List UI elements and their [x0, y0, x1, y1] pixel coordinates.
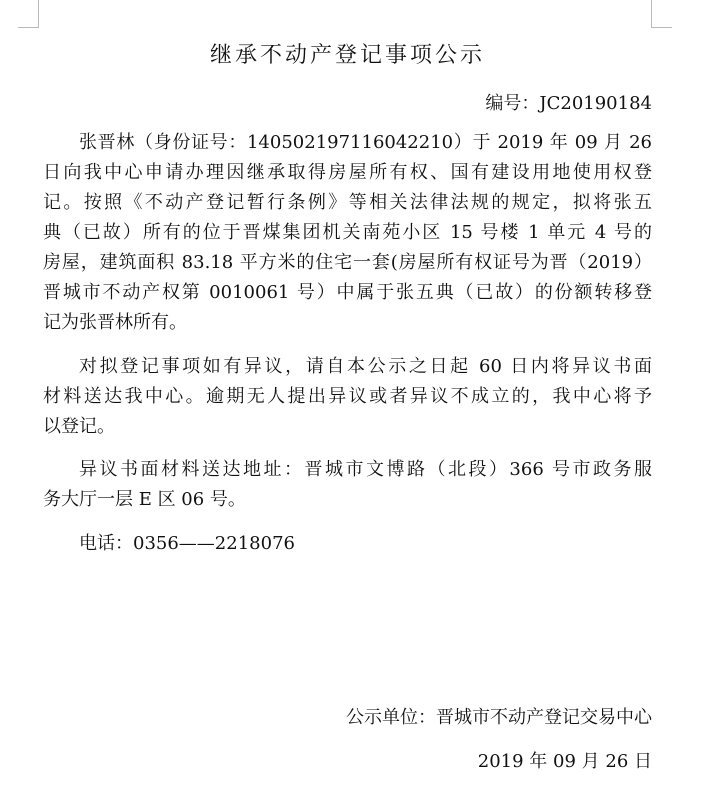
text-line: 晋城市不动产权第 0010061 号）中属于张五典（已故）的份额转移登	[43, 282, 652, 303]
text-line: 材料送达我中心。逾期无人提出异议或者异议不成立的，我中心将予	[43, 385, 652, 407]
paragraph-phone	[43, 529, 652, 559]
text-line: 日向我中心申请办理因继承取得房屋所有权、国有建设用地使用权登	[43, 162, 652, 183]
signature-date: 2019 年 09 月 26 日	[477, 751, 652, 772]
page-corner-mark-top-left	[18, 0, 39, 28]
paragraph-address	[43, 455, 652, 515]
document-title: 继承不动产登记事项公示	[209, 43, 485, 68]
text-line: 异议书面材料送达地址：晋城市文博路（北段）366 号市政务服	[79, 459, 652, 480]
paragraph-applicant	[43, 128, 652, 338]
paragraph-objection	[43, 352, 652, 442]
text-line: 务大厅一层 E 区 06 号。	[43, 489, 246, 510]
text-line: 房屋，建筑面积 83.18 平方米的住宅一套(房屋所有权证号为晋（2019）	[43, 252, 652, 273]
page-corner-mark-top-right	[651, 0, 672, 28]
document-body	[43, 128, 652, 572]
text-line: 对拟登记事项如有异议，请自本公示之日起 60 日内将异议书面	[79, 355, 652, 377]
text-line: 记为张晋林所有。	[43, 312, 187, 333]
text-line: 典（已故）所有的位于晋煤集团机关南苑小区 15 号楼 1 单元 4 号的	[43, 222, 652, 243]
text-line: 张晋林（身份证号：140502197116042210）于 2019 年 09 月 26	[79, 132, 652, 153]
document-number: 编号：JC20190184	[485, 93, 652, 114]
signature-unit: 公示单位：晋城市不动产登记交易中心	[346, 707, 652, 728]
phone-number: 电话：0356——2218076	[79, 532, 295, 554]
text-line: 以登记。	[43, 415, 115, 437]
text-line: 记。按照《不动产登记暂行条例》等相关法律法规的规定，拟将张五	[43, 192, 652, 213]
